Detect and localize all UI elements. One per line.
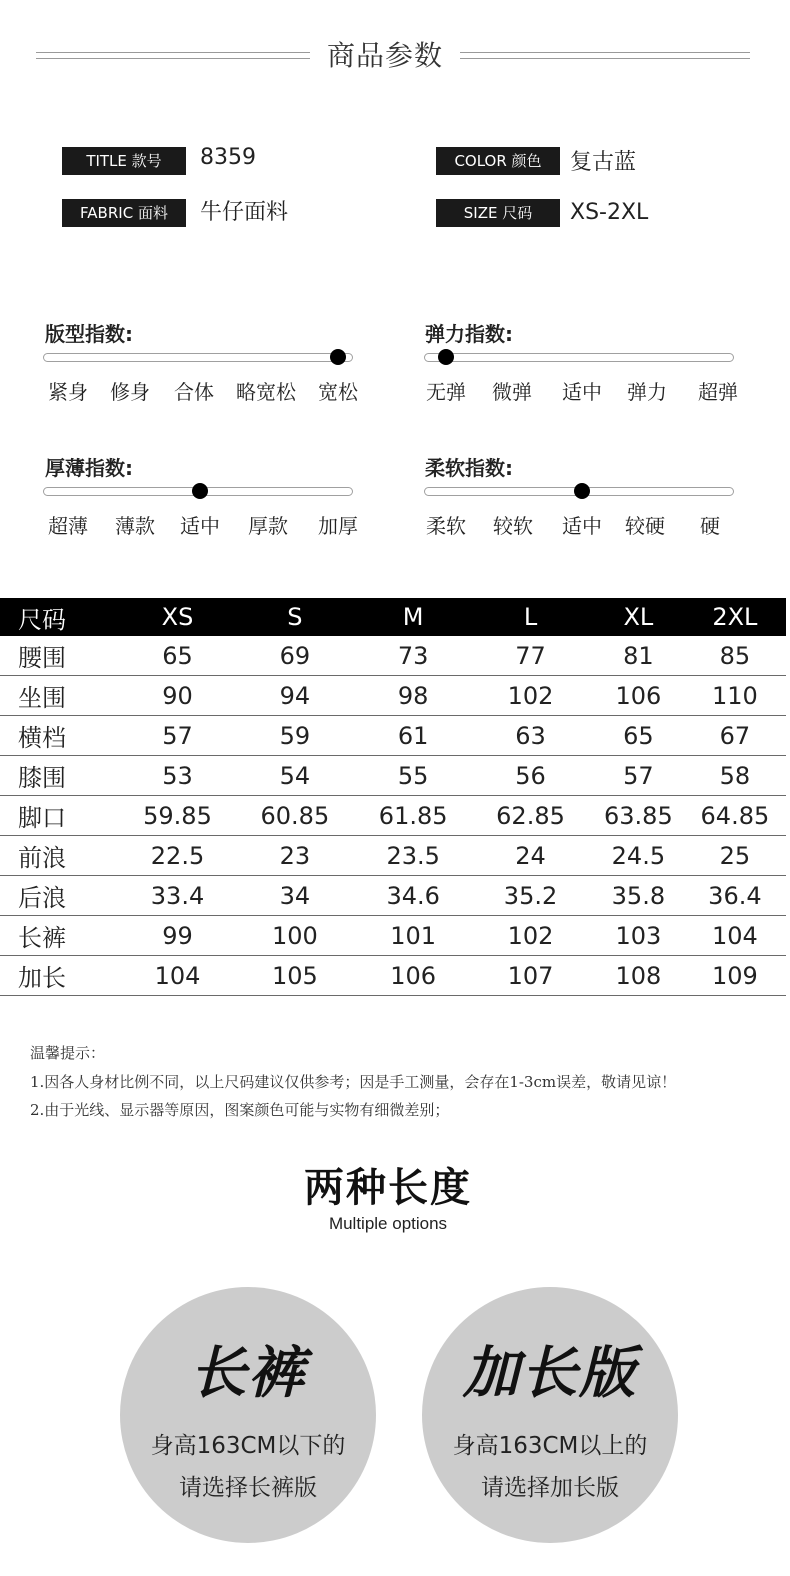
index-label: 修身 (110, 380, 150, 404)
table-cell: 35.2 (468, 876, 593, 916)
index-track (424, 353, 734, 362)
table-cell: 77 (468, 636, 593, 676)
table-cell: 54 (231, 756, 358, 796)
index-label: 宽松 (318, 380, 358, 404)
size-tag: SIZE 尺码 (436, 199, 560, 227)
section-title: 商品参数 (326, 39, 443, 72)
table-cell: 56 (468, 756, 593, 796)
index-label: 加厚 (318, 514, 358, 538)
option-circle-regular (120, 1287, 376, 1543)
table-cell: 101 (358, 916, 468, 956)
index-label: 较软 (493, 514, 533, 538)
table-cell: 108 (593, 956, 684, 996)
lengths-title: 两种长度 (304, 1165, 472, 1211)
option-line-2: 请选择加长版 (481, 1475, 619, 1501)
index-title: 厚薄指数: (45, 456, 133, 480)
row-label: 后浪 (0, 876, 124, 916)
row-label: 横档 (0, 716, 124, 756)
index-label: 微弹 (492, 380, 532, 404)
table-row (0, 756, 786, 796)
row-label: 膝围 (0, 756, 124, 796)
table-cell: 90 (124, 676, 232, 716)
table-cell: 104 (124, 956, 232, 996)
fabric-value: 牛仔面料 (200, 200, 289, 225)
header-cell: 2XL (684, 598, 786, 636)
index-label: 略宽松 (236, 380, 296, 404)
index-title: 柔软指数: (425, 456, 513, 480)
option-name: 长裤 (190, 1341, 306, 1406)
table-row (0, 676, 786, 716)
row-label: 长裤 (0, 916, 124, 956)
table-cell: 23 (231, 836, 358, 876)
notes-line-2: 2.由于光线、显示器等原因，图案颜色可能与实物有细微差别； (30, 1101, 450, 1119)
row-label: 腰围 (0, 636, 124, 676)
table-cell: 64.85 (684, 796, 786, 836)
table-row (0, 916, 786, 956)
table-cell: 59.85 (124, 796, 232, 836)
table-cell: 65 (124, 636, 232, 676)
table-cell: 85 (684, 636, 786, 676)
table-cell: 63.85 (593, 796, 684, 836)
row-label: 脚口 (0, 796, 124, 836)
header-cell: M (358, 598, 468, 636)
table-row (0, 796, 786, 836)
index-label: 弹力 (627, 380, 667, 404)
table-cell: 107 (468, 956, 593, 996)
index-label: 薄款 (115, 514, 155, 538)
index-marker (192, 483, 208, 499)
index-label: 适中 (180, 514, 220, 538)
table-row (0, 636, 786, 676)
table-cell: 98 (358, 676, 468, 716)
table-cell: 105 (231, 956, 358, 996)
option-line-2: 请选择长裤版 (179, 1475, 317, 1501)
table-cell: 61 (358, 716, 468, 756)
size-table (0, 598, 786, 996)
index-label: 无弹 (426, 380, 466, 404)
fabric-tag: FABRIC 面料 (62, 199, 186, 227)
index-label: 适中 (562, 514, 602, 538)
title-tag: TITLE 款号 (62, 147, 186, 175)
table-cell: 100 (231, 916, 358, 956)
header-cell: XL (593, 598, 684, 636)
table-cell: 73 (358, 636, 468, 676)
table-cell: 99 (124, 916, 232, 956)
table-row (0, 716, 786, 756)
table-cell: 55 (358, 756, 468, 796)
table-cell: 36.4 (684, 876, 786, 916)
table-row (0, 836, 786, 876)
table-cell: 23.5 (358, 836, 468, 876)
table-cell: 81 (593, 636, 684, 676)
table-cell: 104 (684, 916, 786, 956)
option-circle-long (422, 1287, 678, 1543)
table-cell: 94 (231, 676, 358, 716)
header-cell: XS (124, 598, 232, 636)
index-track (43, 353, 353, 362)
table-cell: 57 (593, 756, 684, 796)
table-row (0, 956, 786, 996)
option-line-1: 身高163CM以上的 (452, 1433, 648, 1459)
table-cell: 24.5 (593, 836, 684, 876)
index-label: 较硬 (625, 514, 665, 538)
table-cell: 59 (231, 716, 358, 756)
notes-title: 温馨提示： (30, 1044, 106, 1062)
table-cell: 65 (593, 716, 684, 756)
table-cell: 102 (468, 676, 593, 716)
table-cell: 34 (231, 876, 358, 916)
index-marker (574, 483, 590, 499)
notes-line-1: 1.因各人身材比例不同，以上尺码建议仅供参考；因是手工测量，会存在1-3cm误差，敬请见谅！ (30, 1073, 677, 1091)
table-cell: 62.85 (468, 796, 593, 836)
row-label: 加长 (0, 956, 124, 996)
table-cell: 24 (468, 836, 593, 876)
size-value: XS-2XL (570, 200, 649, 225)
color-value: 复古蓝 (570, 150, 637, 175)
row-label: 前浪 (0, 836, 124, 876)
table-row (0, 876, 786, 916)
table-cell: 109 (684, 956, 786, 996)
table-cell: 33.4 (124, 876, 232, 916)
color-tag: COLOR 颜色 (436, 147, 560, 175)
option-line-1: 身高163CM以下的 (150, 1433, 346, 1459)
index-marker (438, 349, 454, 365)
table-cell: 57 (124, 716, 232, 756)
table-cell: 106 (593, 676, 684, 716)
table-cell: 60.85 (231, 796, 358, 836)
index-title: 版型指数: (45, 322, 133, 346)
table-cell: 106 (358, 956, 468, 996)
table-cell: 53 (124, 756, 232, 796)
index-marker (330, 349, 346, 365)
title-value: 8359 (200, 145, 256, 170)
option-name: 加长版 (463, 1341, 637, 1406)
table-cell: 102 (468, 916, 593, 956)
table-cell: 25 (684, 836, 786, 876)
row-label: 坐围 (0, 676, 124, 716)
table-cell: 103 (593, 916, 684, 956)
index-label: 厚款 (248, 514, 288, 538)
header-cell: L (468, 598, 593, 636)
size-table-header (0, 598, 786, 636)
lengths-subtitle: Multiple options (328, 1214, 448, 1233)
table-cell: 61.85 (358, 796, 468, 836)
index-label: 超薄 (48, 514, 88, 538)
table-cell: 35.8 (593, 876, 684, 916)
header-cell: 尺码 (0, 598, 124, 636)
table-cell: 58 (684, 756, 786, 796)
table-cell: 110 (684, 676, 786, 716)
index-title: 弹力指数: (425, 322, 513, 346)
index-label: 超弹 (698, 380, 738, 404)
table-cell: 63 (468, 716, 593, 756)
table-cell: 22.5 (124, 836, 232, 876)
index-label: 适中 (562, 380, 602, 404)
header-cell: S (231, 598, 358, 636)
index-label: 柔软 (426, 514, 466, 538)
table-cell: 34.6 (358, 876, 468, 916)
index-label: 紧身 (48, 380, 88, 404)
index-label: 合体 (174, 380, 214, 404)
index-label: 硬 (700, 514, 720, 538)
table-cell: 67 (684, 716, 786, 756)
table-cell: 69 (231, 636, 358, 676)
